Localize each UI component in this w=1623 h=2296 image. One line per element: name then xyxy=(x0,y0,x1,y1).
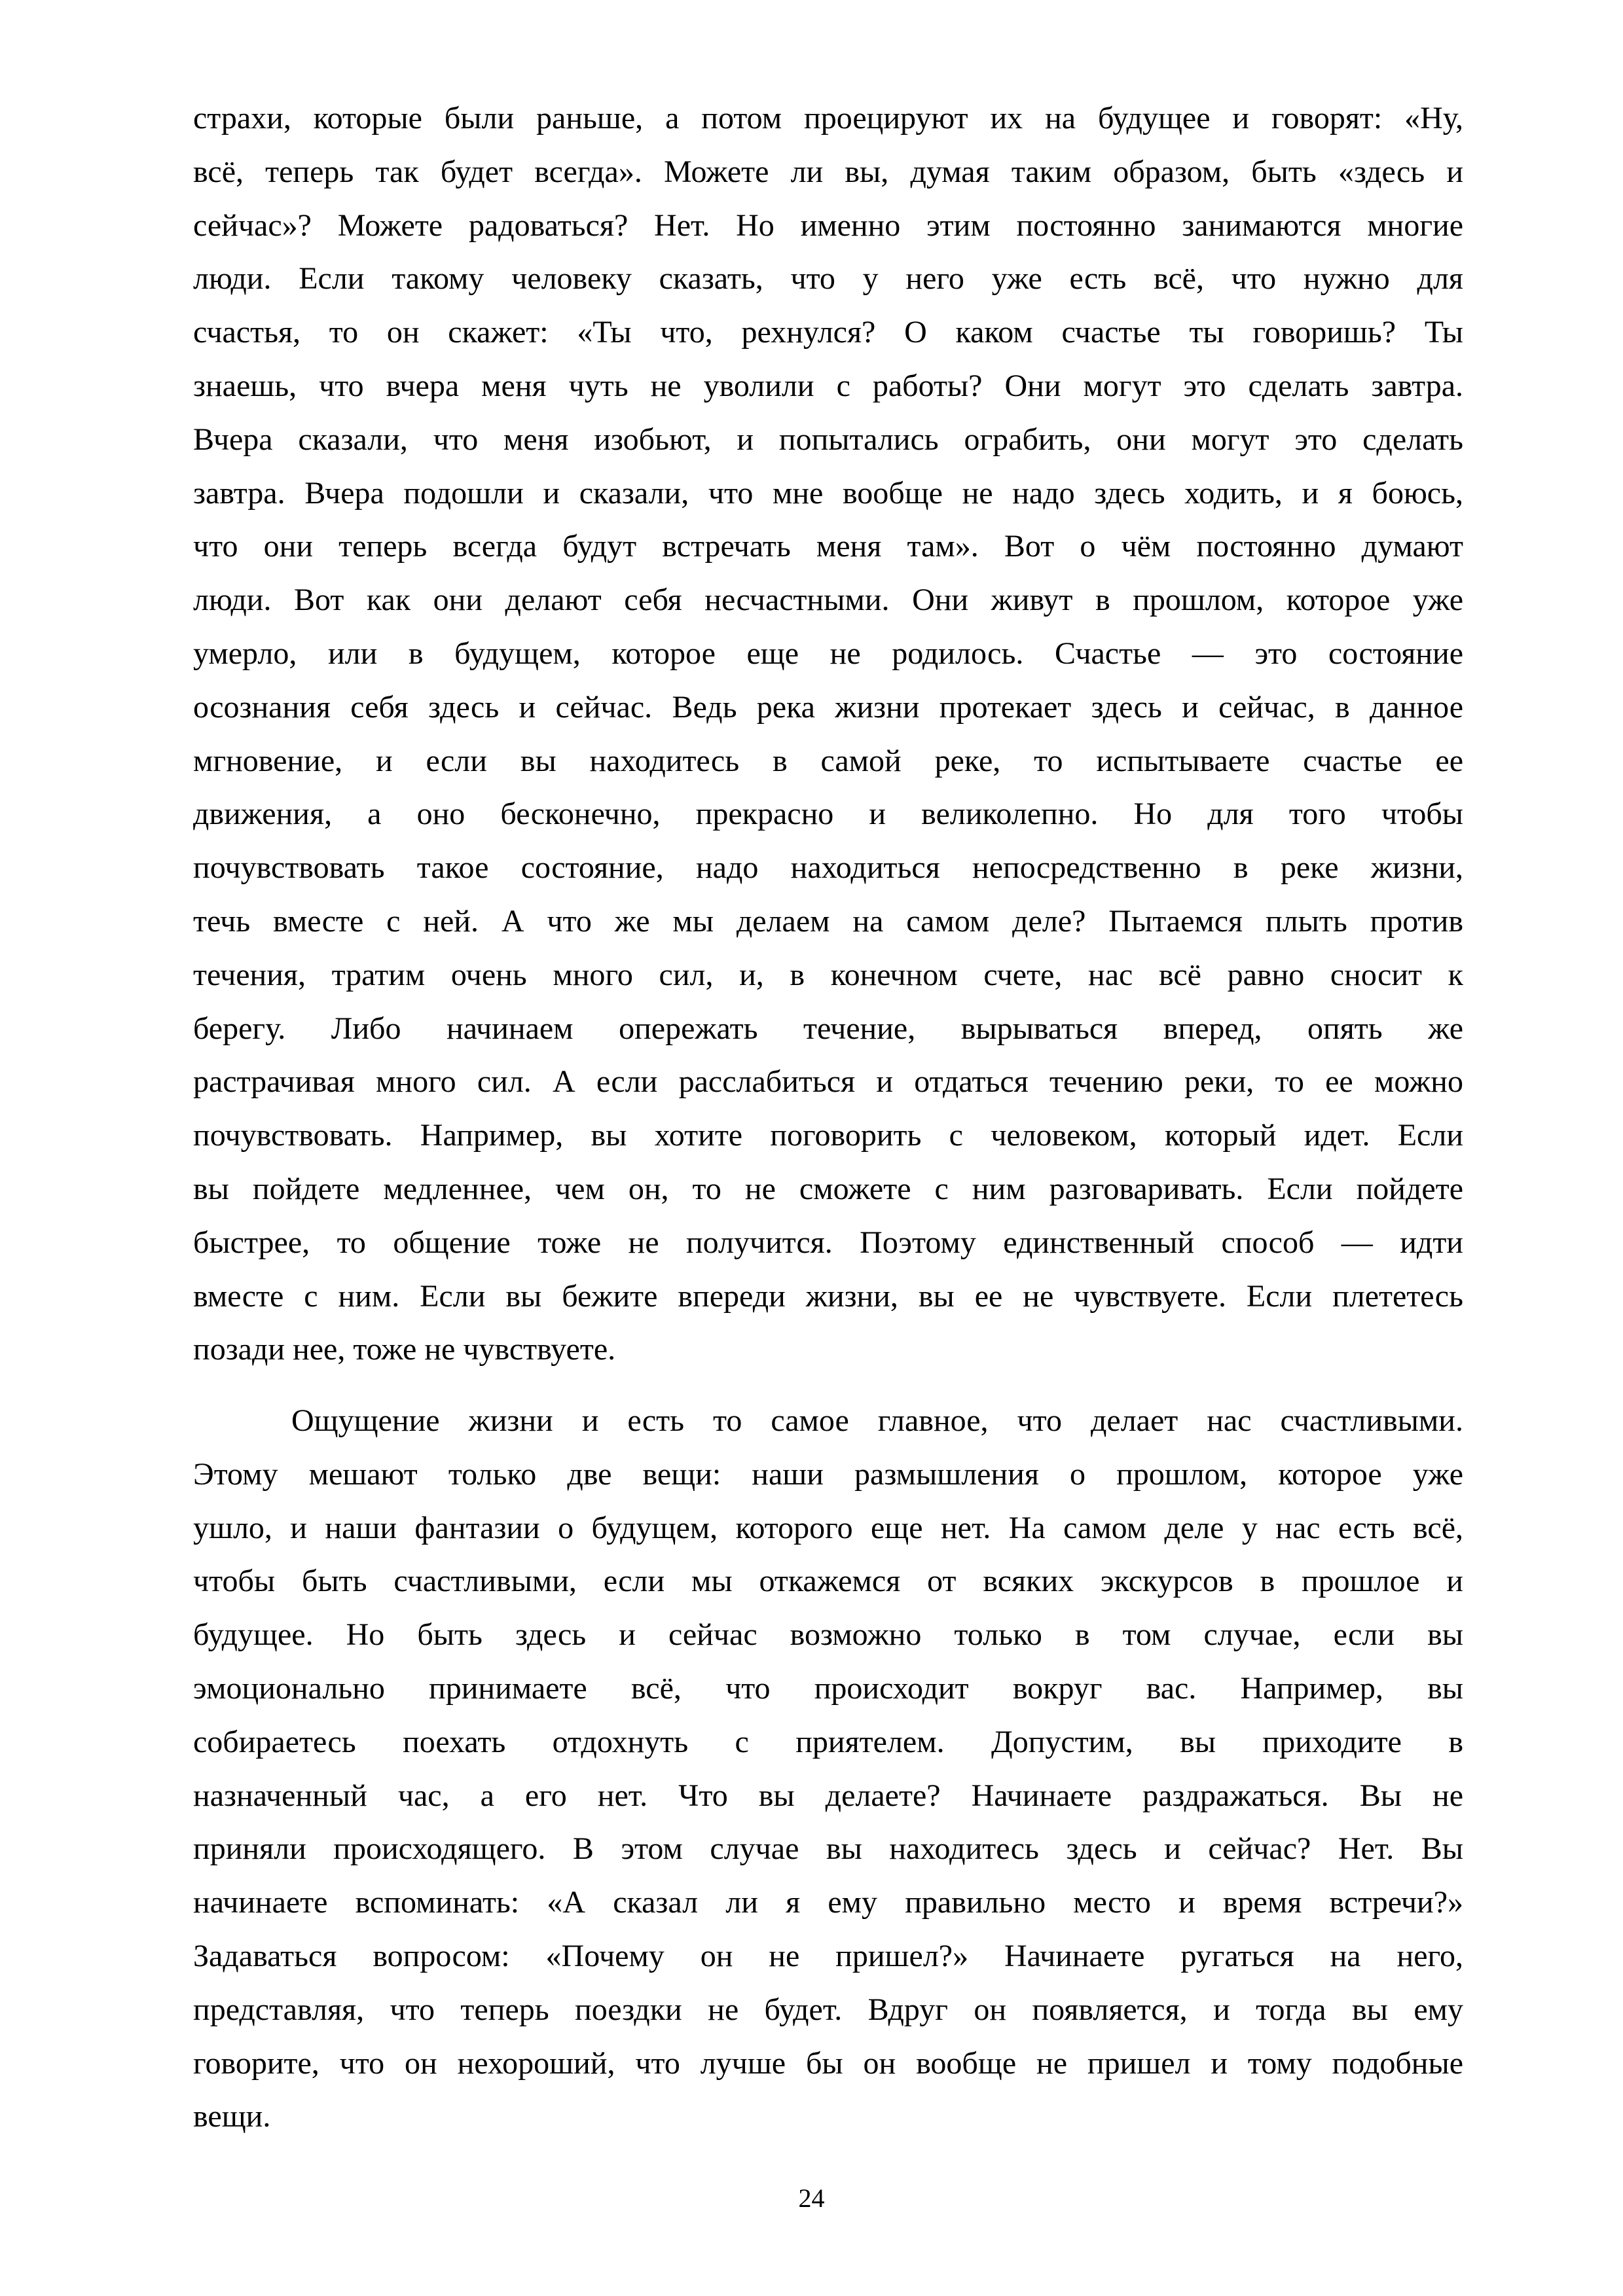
text-line: эмоционально принимаете всё, что происходит вокруг вас. Например, вы xyxy=(193,1670,1463,1706)
text-line: мгновение, и если вы находитесь в самой реке, то испытываете счастье ее xyxy=(193,743,1463,778)
text-line: приняли происходящего. В этом случае вы находитесь здесь и сейчас? Нет. Вы xyxy=(193,1831,1463,1867)
text-line: люди. Вот как они делают себя несчастными. Они живут в прошлом, которое уже xyxy=(193,583,1463,618)
paragraph-1 xyxy=(193,92,1463,1376)
text-line: завтра. Вчера подошли и сказали, что мне вообще не надо здесь ходить, и я боюсь, xyxy=(193,475,1463,511)
text-line: осознания себя здесь и сейчас. Ведь река жизни протекает здесь и сейчас, в данное xyxy=(193,689,1463,725)
text-line: растрачивая много сил. А если расслабиться и отдаться течению реки, то ее можно xyxy=(193,1064,1463,1100)
text-line: назначенный час, а его нет. Что вы делаете? Начинаете раздражаться. Вы не xyxy=(193,1778,1463,1813)
text-line: Этому мешают только две вещи: наши размышления о прошлом, которое уже xyxy=(193,1456,1463,1492)
text-line: начинаете вспоминать: «А сказал ли я ему правильно место и время встречи?» xyxy=(193,1885,1463,1920)
text-line: всё, теперь так будет всегда». Можете ли вы, думая таким образом, быть «здесь и xyxy=(193,154,1463,189)
text-line: берегу. Либо начинаем опережать течение, вырываться вперед, опять же xyxy=(193,1011,1463,1046)
text-line: представляя, что теперь поездки не будет. Вдруг он появляется, и тогда вы ему xyxy=(193,1992,1463,2027)
text-line: Вчера сказали, что меня изобьют, и попытались ограбить, они могут это сделать xyxy=(193,422,1463,457)
text-line: страхи, которые были раньше, а потом проецируют их на будущее и говорят: «Ну, xyxy=(193,101,1463,135)
page-number: 24 xyxy=(798,2183,825,2213)
text-line: люди. Если такому человеку сказать, что у него уже есть всё, что нужно для xyxy=(193,261,1463,296)
text-line: течения, тратим очень много сил, и, в конечном счете, нас всё равно сносит к xyxy=(193,957,1463,992)
text-line: позади нее, тоже не чувствуете. xyxy=(193,1332,616,1367)
paragraph-2 xyxy=(193,1394,1463,2144)
text-line: Ощущение жизни и есть то самое главное, что делает нас счастливыми. xyxy=(291,1403,1463,1438)
text-line: счастья, то он скажет: «Ты что, рехнулся? О каком счастье ты говоришь? Ты xyxy=(193,315,1463,350)
text-line: сейчас»? Можете радоваться? Нет. Но именно этим постоянно занимаются многие xyxy=(193,207,1463,243)
text-line: движения, а оно бесконечно, прекрасно и великолепно. Но для того чтобы xyxy=(193,797,1463,832)
text-line: что они теперь всегда будут встречать меня там». Вот о чём постоянно думают xyxy=(193,529,1463,564)
text-line: ушло, и наши фантазии о будущем, которого еще нет. На самом деле у нас есть всё, xyxy=(193,1510,1463,1545)
text-line: умерло, или в будущем, которое еще не родилось. Счастье — это состояние xyxy=(193,636,1463,671)
text-line: чтобы быть счастливыми, если мы откажемся от всяких экскурсов в прошлое и xyxy=(193,1564,1463,1599)
text-line: собираетесь поехать отдохнуть с приятелем. Допустим, вы приходите в xyxy=(193,1724,1463,1759)
text-line: быстрее, то общение тоже не получится. Поэтому единственный способ — идти xyxy=(193,1225,1463,1260)
text-line: течь вместе с ней. А что же мы делаем на самом деле? Пытаемся плыть против xyxy=(193,903,1463,939)
text-line: говорите, что он нехороший, что лучше бы он вообще не пришел и тому подобные xyxy=(193,2045,1463,2081)
text-line: почувствовать. Например, вы хотите поговорить с человеком, который идет. Если xyxy=(193,1118,1463,1153)
text-line: вместе с ним. Если вы бежите впереди жизни, вы ее не чувствуете. Если плететесь xyxy=(193,1278,1463,1314)
text-line: почувствовать такое состояние, надо находиться непосредственно в реке жизни, xyxy=(193,850,1463,886)
text-line: знаешь, что вчера меня чуть не уволили с работы? Они могут это сделать завтра. xyxy=(193,368,1463,403)
text-line: вы пойдете медленнее, чем он, то не сможете с ним разговаривать. Если пойдете xyxy=(193,1171,1463,1206)
text-line: вещи. xyxy=(193,2099,271,2134)
text-line: будущее. Но быть здесь и сейчас возможно только в том случае, если вы xyxy=(193,1617,1463,1653)
text-line: Задаваться вопросом: «Почему он не пришел?» Начинаете ругаться на него, xyxy=(193,1938,1463,1973)
